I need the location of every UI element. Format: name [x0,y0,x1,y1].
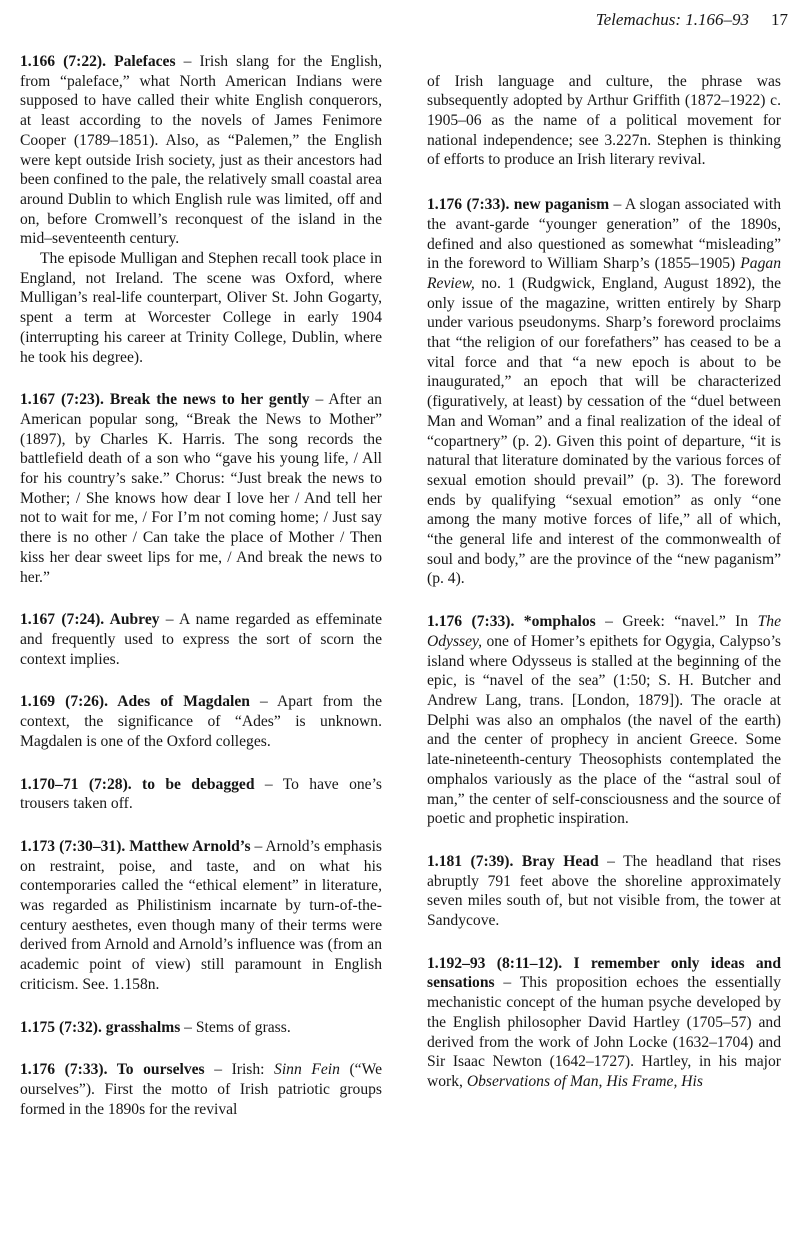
note-text: – To have one’s trousers taken off. [20,775,382,813]
note-text: – After an American popular song, “Break the News to Mother” (1897), by Charles K. Harris. The song records the battlefield death of a son who “gave his young life, / All for his country’s sake.” Chorus: “Just break the news to Mother; / She knows how dear I love her / And tell her not to wait for me, / For I’m not coming home; / Just say there is no other / Can take the place of Mother / Then kiss her dear sweet lips for me, / And break the news to her.” [20,391,382,586]
note-text: – Apart from the context, the significance of “Ades” is unknown. Magdalen is one of the Oxford colleges. [20,693,382,750]
note-1-175 [20,1018,382,1038]
note-text: – The headland that rises abruptly 791 feet above the shoreline approximately seven miles south of, but not visible from, the tower at Sandycove. [427,852,781,930]
note-ref: 1.167 (7:24). Aubrey [20,611,160,629]
note-1-169 [20,692,382,751]
note-1-176-new-paganism [427,195,781,589]
note-text: – A slogan associated with the avant-garde “younger generation” of the 1890s, defined and also questioned as somewhat “misleading” in the foreword to William Sharp’s (1855–1905) [427,196,781,273]
italic-title: Observations of Man, His Frame, His [466,1072,703,1090]
note-continuation: of Irish language and culture, the phrase was subsequently adopted by Arthur Griffith (1872–1922) c. 1905–06 as the name of a political movement for national independence; see 3.227n. Stephen is thinking of efforts to produce an Irish literary revival. [427,72,781,169]
note-text: – Arnold’s emphasis on restraint, poise, and taste, and on what his contemporaries called the “ethical element” in literature, was regarded as Philistinism incarnate by turn-of-the-century aesthetes, even though many of their terms were derived from Arnold and Arnold’s influence was (from an academic point of view) still paramount in English criticism. See. 1.158n. [20,837,382,993]
note-text: – Stems of grass. [180,1018,291,1036]
note-text: no. 1 (Rudgwick, England, August 1892), the only issue of the magazine, written entirely by Sharp under various pseudonyms. Sharp’s foreword proclaims that “the religion of our forefathers” has ceased to be a vital force and that “a new epoch is about to be inaugurated,” an epoch that will be characterized (figuratively, at least) by cessation of the “duel between Man and Woman” and a final realization of the ideal of “copartnery” (p. 2). Given this point of departure, “it is natural that literature dominated by the various forces of sexual emotion should prevail” (p. 3). The foreword ends by qualifying “sexual emotion” as only “one among the many motive forces of life,” all of which, “the general life and interest of the commonwealth of soul and body,” are the province of the “new paganism” (p. 4). [427,274,781,588]
note-1-167-break-the-news [20,390,382,587]
italic-title: The Odyssey, [427,613,781,650]
note-text: one of Homer’s epithets for Ogygia, Calypso’s island where Odysseus is stalled at the beginning of the epic, is “navel of the sea” (1:50; S. H. Butcher and Andrew Lang, trans. [London, 1879]). The oracle at Delphi was also an omphalos (the navel of the earth) and the center of prophecy in ancient Greece. Some late-nineteenth-century Theosophists contemplated the omphalos variously as the place of the “astral soul of man,” the center of self-consciousness and the source of poetic and prophetic inspiration. [427,632,781,828]
note-1-173 [20,837,382,995]
note-ref: 1.166 (7:22). Palefaces [20,53,176,70]
note-ref: 1.169 (7:26). Ades of Magdalen [20,693,250,711]
note-1-192 [427,954,781,1092]
note-1-166 [20,52,382,367]
note-ref: 1.175 (7:32). grasshalms [20,1018,181,1036]
note-ref: 1.181 (7:39). Bray Head [427,852,599,870]
note-text: – Irish slang for the English, from “paleface,” what North American Indians were supposed to have called their white English conquerors, at least according to the novels of James Fenimore Cooper (1789–1851). Also, as “Palemen,” the English were kept outside Irish society, just as their ancestors had been confined to the pale, the relatively small coastal area around Dublin to which English rule was limited, off and on, before Cromwell’s reconquest of the island in the mid–seventeenth century. [20,53,383,248]
note-1-176-to-ourselves [20,1060,382,1119]
note-text: – This proposition echoes the essentially mechanistic concept of the human psyche developed by the English philosopher David Hartley (1705–57) and derived from the work of John Locke (1632–1704) and Sir Isaac Newton (1642–1727). Hartley, in his major work, [427,974,781,1090]
italic-term: Sinn Fein [274,1061,340,1079]
italic-title: Pagan Review, [427,255,781,292]
left-column [20,52,382,1142]
note-1-181 [427,852,781,931]
note-1-167-aubrey [20,610,382,669]
note-text: (“We ourselves”). First the motto of Irish patriotic groups formed in the 1890s for the revival [20,1061,382,1118]
note-text: The episode Mulligan and Stephen recall took place in England, not Ireland. The scene was Oxford, where Mulligan’s real-life counterpart, Oliver St. John Gogarty, spent a term at Worcester College in early 1904 (interrupting his career at Trinity College, Dublin, where he took his degree). [20,250,382,366]
note-1-170 [20,775,382,814]
note-text: – Greek: “navel.” In [595,613,758,631]
note-ref: 1.176 (7:33). To ourselves [20,1061,205,1079]
note-ref: 1.173 (7:30–31). Matthew Arnold’s [20,837,251,855]
running-title: Telemachus: 1.166–93 [595,10,749,29]
note-ref: 1.192–93 (8:11–12). I remember only ideas and sensations [427,954,781,992]
right-column [427,56,781,1115]
note-text: – Irish: [204,1061,275,1079]
note-ref: 1.170–71 (7:28). to be debagged [20,775,255,793]
note-1-176-omphalos [427,612,781,829]
note-ref: 1.176 (7:33). *omphalos [427,613,596,631]
running-header [0,10,788,34]
note-text: – A name regarded as effeminate and frequently used to express the sort of scorn the context implies. [20,611,383,668]
page-number: 17 [771,10,788,29]
note-ref: 1.167 (7:23). Break the news to her gently [20,391,310,409]
note-ref: 1.176 (7:33). new paganism [427,196,610,214]
